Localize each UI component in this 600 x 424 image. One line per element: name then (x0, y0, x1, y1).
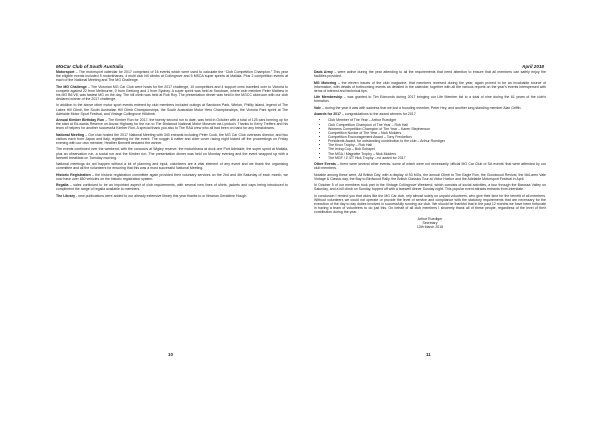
award-item: • The MGA / Magnette Trophy – Nick Molders (328, 152, 546, 156)
paragraph-heading: Awards for 2017 (314, 112, 341, 116)
award-item: • Club Member of The Year – Arthur Ruediger (328, 118, 546, 122)
paragraph-text: Notable among these were, All British Day, with a display of 53 MGs, the annual Climb to The Eagle Run, the Goodwood Revival, the McLaren Vale Vintage & Classic day, the Bay to Birdwood Rally, the British Classics Tour at Victor Harbor and the Adelaide Motorsport Festival in April. (314, 172, 546, 181)
signature-block (314, 217, 546, 230)
paragraph (314, 162, 546, 170)
paragraph (314, 70, 546, 78)
header-date: April 2018 (522, 64, 544, 69)
paragraph (56, 162, 288, 170)
paragraph-text: – The Kimber Run for 2017, the twenty second run to date, was held in October with a total of 125 cars forming up for the start at Ed-wards Reserve on Anzac Highway for the run to The Birdwood National Motor Museum via Lyndoch. Thanks to Kerry Treffers and his team of helpers for another successful Kimber Run. A special thank you also to The RAA crew who all had been on hand for any breakdowns. (56, 118, 288, 131)
paragraph-heading: National Meeting (56, 132, 85, 137)
paragraph (314, 106, 546, 110)
paragraph (56, 173, 288, 181)
signature-date: 13th March 2018 (416, 225, 444, 230)
paragraph-heading: The Library (56, 193, 76, 198)
left-column (56, 70, 288, 200)
paragraph (314, 173, 546, 181)
paragraph-heading: Dads Army (314, 70, 333, 74)
paragraph (56, 194, 288, 198)
paragraph-text: – Our club hosted the 2017 National Meeting with 340 entrants including Peter Cook, the MG Car Club overseas director, and two visitors each from Japan and Italy, registering for the event. The noggin & natter and cider cover racing night kicked off the proceedings on Friday evening with our own member, Heather Bennett declared the winner. (56, 132, 288, 146)
paragraph-heading: Regalia (56, 183, 69, 188)
paragraph-heading: Vale (314, 105, 322, 110)
award-item: • Competition Novice of The Year – Nick Molders (328, 131, 546, 135)
paragraph (56, 70, 288, 82)
award-item: • Womens Competition Champion of The Year – Karen Stephenson (328, 127, 546, 131)
paragraph-text: In October 5 of our members took part in the Vintage Collingrove Weekend, which consists of social activities, a tour through the Barossa Valley on Saturday, and a hill climb on Sunday, topped off with a farewell dinner Sunday night. This popular event attracts entrants from interstate. (314, 183, 546, 192)
paragraph-text: – the eleven issues of the club magazine, that members received during the year, again proved to be an invaluable source of information, with details of forthcoming events as detailed in the calendar, together with all the various reports on the year's events interspersed with items of interest and technical tips. (314, 80, 546, 93)
paragraph (56, 103, 288, 115)
paragraph-heading: The MG Challenge (56, 84, 87, 89)
paragraph (314, 81, 546, 93)
paragraph-text: National meetings do not happen without a lot of planning and input, volunteers are a vital element of any event and we thank the organising committee and all the volunteers for ensuring that this was a most successful National Meeting. (56, 162, 288, 171)
paragraph-heading: Motorsport (56, 70, 75, 74)
paragraph-text: – The Victorian MG Car Club were hosts for the 2017 challenge, 10 competitors and 4 support crew travelled over to Victoria to compete against 22 from Melbourne, 0 from Geelong and 1 from Sydney. A super sprint was held at Sandown, where club member Peter Mathew in his MG B6 V8, was fastest MG on the day. The hill climb was held at Rob Roy. The presentation dinner was held in the MGCC clubroom with our club declared winner of the 2017 challenge. (56, 84, 288, 102)
signature-role: Secretary (422, 220, 438, 225)
paragraph (314, 183, 546, 191)
paragraph-text: – The motorsport calendar for 2017 comprised of 16 events which were used to calculate the “Club Competition Champion.” This year the eligible events included 5 motorkhanas, 4 multi club hill climbs at Collingrove and 5 MSCA super sprints at Mallala. Plus 2 competition events at each of the National Meeting and The MG Challenge. (56, 70, 288, 83)
right-column (314, 70, 546, 229)
award-item: • The MGF / Z /ZT Hick Trophy – no award for 2017 (328, 156, 546, 160)
paragraph (314, 194, 546, 215)
header-club-name: MGCar Club of South Australia (56, 64, 124, 69)
page-number-right: 11 (426, 352, 431, 357)
paragraph-text: - new publications were added to our already extensive library this year thanks to or librarian Geraldine Hough. (75, 193, 248, 198)
paragraph-text: The events continued over the weekend, with the concours at Wigley reserve, the motorkhana at dock one Port Adelaide, the super sprint at Mallala, plus an observation run, a social run and the Kimber run. The presentation dinner was held on Monday evening and the event wrapped up with a farewell breakfast on Tuesday morning. (56, 147, 288, 160)
paragraph-text: – during the year it was with sadness that we lost a founding member, Peter Hey, and another long standing member Alan Griffin. (321, 105, 522, 110)
awards-list (314, 118, 546, 160)
award-item: • The Knox Trophy – Rob Hall (328, 143, 546, 147)
paragraph-text: – the historic registration committee again provided their voluntary services on the 2nd and 4th Saturday of each month, we now have over 650 vehicles on the historic registration system. (56, 172, 288, 181)
page-number-left: 10 (168, 352, 173, 357)
paragraph (56, 118, 288, 130)
paragraph (56, 85, 288, 102)
paragraph-text: – were active during the year attending to all the requirements that need attention to ensure that all members can safely enjoy the facilities provided. (314, 70, 546, 79)
paragraph-heading: Annual Kimber Birthday Run (56, 118, 105, 123)
paragraph-text: – was granted to Tim Edmonds during 2017 bringing our Life Member list to a total of nine during the 61 years of the club's formation. (314, 95, 547, 104)
award-item: • Club Competition Champion of The Year – Rob Hall (328, 123, 546, 127)
paragraph-text: – sales continued to be an important aspect of club requirements, with several new lines of shirts, jackets and caps being introduced to compliment the range of regalia available to members. (56, 183, 288, 192)
paragraph-text: – congratulations to the award winners for 2017 (340, 112, 416, 116)
paragraph (314, 95, 546, 103)
award-item: • The Irving Cup – Bob Schapel (328, 147, 546, 151)
signature-name: Arthur Ruediger (417, 216, 443, 221)
paragraph (56, 183, 288, 191)
award-item: • Presidents Award, for outstanding contribution to the club – Arthur Ruediger (328, 139, 546, 143)
paragraph (56, 133, 288, 145)
paragraph-heading: Life Membership (314, 95, 343, 100)
paragraph-text: In conclusion I remind you that clubs like the MG Car club, rely almost solely on unpaid volunteers, who give their time for the benefit of all members. Without volunteers we could not operate or provide the level of service and compliance with the statutory requirements that are necessary for the execution of the day to day duties involved in successfully running our club. We should be thankful that in the past 12 months we have been fortunate in having a team of volunteers to do just this. On behalf of all club members I sincerely thank all of these people, regardless of the level of their contribution during the year. (314, 193, 546, 215)
paragraph-text: In addition to the above other motor sport events entered by club members included outings at Sandown Park, Winton, Phillip Island, legend of The Lakes Hill Climb, the South Australian Hill Climb Championships, the South Australian Motor Hero Championships, the Victoria Park sprint at The Adelaide Motor Sport Festival, and Vintage Collingrove Hillclimb. (56, 103, 288, 116)
paragraph-heading: Historic Registration (56, 172, 91, 177)
award-item: • Competition Encouragement Award – Tony Freckelton (328, 135, 546, 139)
paragraph (56, 147, 288, 159)
paragraph-text: – there were several other events, some of which were not necessarily 'official MG Car Club of SA events' that were attended by our club members. (314, 162, 546, 171)
paragraph-heading: Other Events (314, 162, 336, 167)
paragraph (314, 112, 546, 116)
paragraph-heading: MG Motoring (314, 80, 337, 85)
